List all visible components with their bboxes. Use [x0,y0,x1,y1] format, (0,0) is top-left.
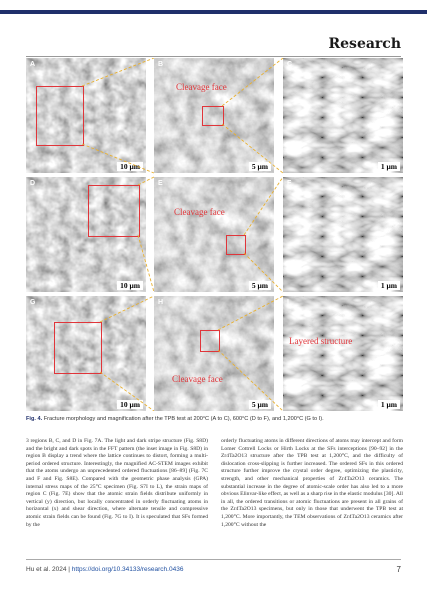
doi-link[interactable]: https://doi.org/10.34133/research.0436 [71,566,184,573]
panel-label: F [287,180,292,187]
figure-caption [26,416,403,423]
body-column-left: 3 regions B, C, and D in Fig. 7A. The light and dark stripe structure (Fig. S8D) and the bright and dark spots in the FFT pattern (the inset image in Fig. S8D) in region B display a trend where the lattice continues to distort, forming a multi-period ordered structure. Interestingly, the magnified AC-STEM images exhibit that the atoms undergo an unprecedented ordered fluctuations [86–89] (Fig. 7C and F and Fig. S8E). Compared with the geometric phase analysis (GPA) internal stress maps of the 25°C specimen (Fig. S7I to L), the strain maps of region C (Fig. 7E) show that the atomic strain fields distribute uniformly in vertical (y) direction, but locally concentrated in orderly fluctuating atoms in horizontal (x) and shear direction, where alternate tensile and compressive atomic strain fields can be found (Fig. 7G to I). It is speculated that SFs formed by the [26,438,208,528]
panel-label: D [30,180,36,187]
journal-title: Research [328,36,401,52]
zoom-region-box [200,330,220,352]
panel-label: C [287,61,293,68]
zoom-region-box [88,185,140,237]
zoom-region-box [36,86,84,146]
panel-label: I [287,299,289,306]
footer-citation [26,566,183,573]
panel-label: A [30,61,36,68]
panel-label: B [158,61,164,68]
zoom-region-box [54,322,102,374]
panel-label: H [158,299,164,306]
panel-i [283,296,403,411]
scale-bar: 5 μm [249,162,271,171]
panel-label: G [30,299,36,306]
panel-b [154,58,274,173]
panel-f [283,177,403,292]
caption-text: Fracture morphology and magnification after the TPB test at 200°C (A to C), 600°C (D to F), and 1,200°C (G to I). [42,416,324,422]
panel-e [154,177,274,292]
zoom-region-box [202,106,224,126]
panel-c [283,58,403,173]
panel-a [26,58,146,173]
scale-bar: 1 μm [378,400,400,409]
footer-authors: Hu et al. 2024 | [26,566,72,573]
panel-h [154,296,274,411]
scale-bar: 10 μm [117,162,143,171]
body-column-right: orderly fluctuating atoms in different directions of atoms may intercept and form Lomer Cottrell Locks or Hirth Locks at the SFs interceptions [90–92] in the Zr4Ta2O13 structure after the TPB test at 1,200°C, and the difficulty of dislocation cross-slipping is further increased. The ordered SFs in this ordered structure further improve the crystal order degree, optimizing the plasticity, strength, and other mechanical properties of Zr4Ta2O13 ceramics. The substantial increase in the degree of atomic-scale order has also led to a more obvious Elinvar-like effect, as well as a sharp rise in the elastic modulus [30]. All in all, the ordered transitions or atomic fluctuations are present in all grains of the Zr4Ta2O13 specimens, but only in those that underwent the TPB test at 1,200°C. More importantly, the TEM observations of Zr4Ta2O13 ceramics after 1,200°C without the [221,438,403,528]
annotation-cleavage-face: Cleavage face [174,207,225,217]
panel-label: E [158,180,163,187]
figure-4 [26,58,403,411]
header-accent-bar [0,10,427,14]
scale-bar: 5 μm [249,400,271,409]
annotation-layered-structure: Layered structure [289,336,353,346]
zoom-region-box [226,235,246,255]
scale-bar: 1 μm [378,281,400,290]
footer-divider [26,559,401,560]
panel-d [26,177,146,292]
scale-bar: 10 μm [117,400,143,409]
annotation-cleavage-face: Cleavage face [176,82,227,92]
panel-g [26,296,146,411]
header-divider [26,56,401,57]
caption-figure-number: Fig. 4. [26,416,43,422]
page-number: 7 [396,565,401,574]
annotation-cleavage-face: Cleavage face [172,374,223,384]
scale-bar: 10 μm [117,281,143,290]
scale-bar: 5 μm [249,281,271,290]
scale-bar: 1 μm [378,162,400,171]
